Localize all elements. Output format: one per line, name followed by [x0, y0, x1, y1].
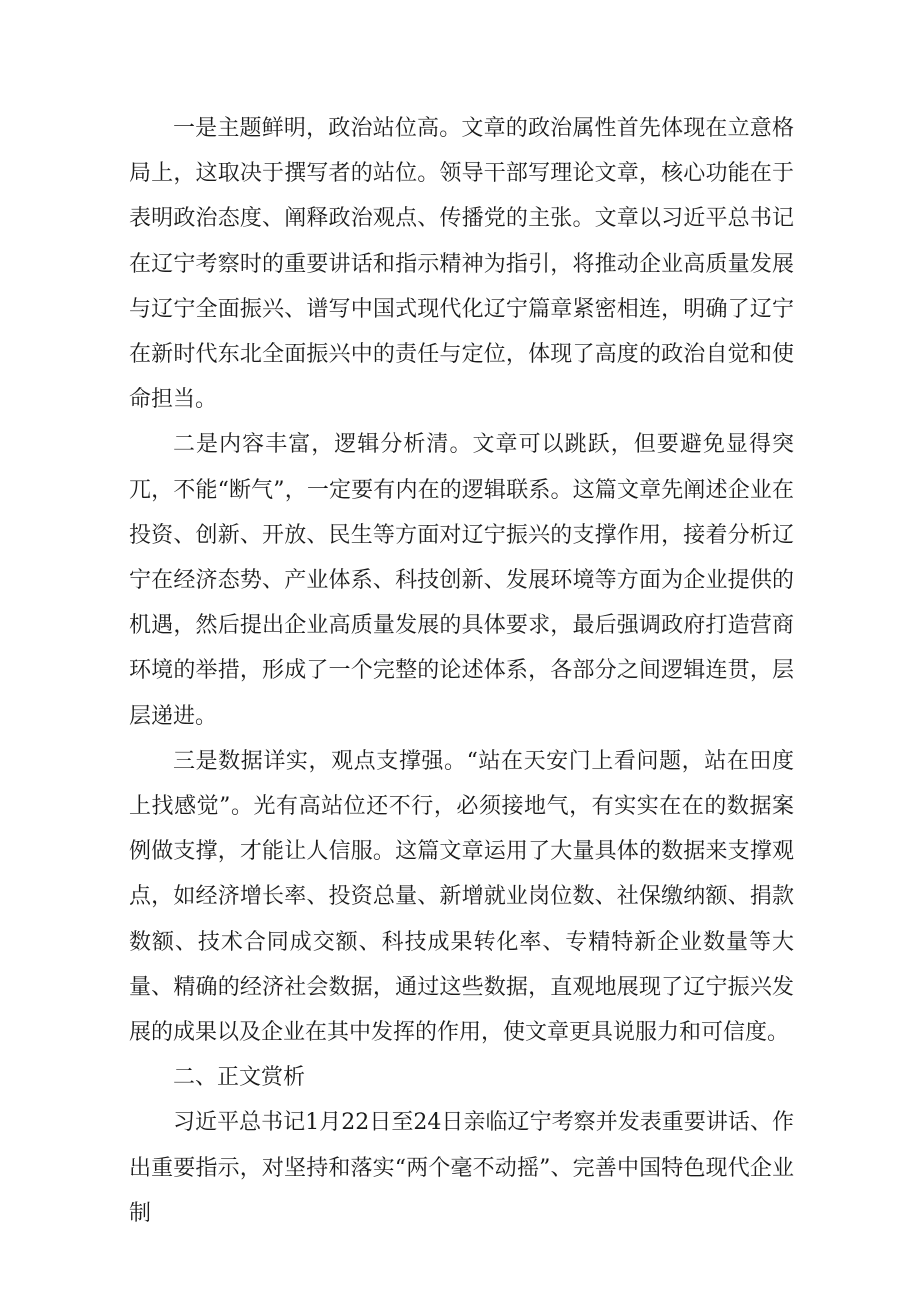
- paragraph-content-logic: 二是内容丰富，逻辑分析清。文章可以跳跃，但要避免显得突兀，不能“断气”，一定要有内在的逻辑联系。这篇文章先阐述企业在投资、创新、开放、民生等方面对辽宁振兴的支撑作用，接着分析辽宁在经济态势、产业体系、科技创新、发展环境等方面为企业提供的机遇，然后提出企业高质量发展的具体要求，最后强调政府打造营商环境的举措，形成了一个完整的论述体系，各部分之间逻辑连贯，层层递进。: [129, 432, 794, 729]
- paragraph-data-support: 三是数据详实，观点支撑强。“站在天安门上看问题，站在田度上找感觉”。光有高站位还不行，必须接地气，有实实在在的数据案例做支撑，才能让人信服。这篇文章运用了大量具体的数据来支撑观点，如经济增长率、投资总量、新增就业岗位数、社保缴纳额、捐款数额、技术合同成交额、科技成果转化率、专精特新企业数量等大量、精确的经济社会数据，通过这些数据，直观地展现了辽宁振兴发展的成果以及企业在其中发挥的作用，使文章更具说服力和可信度。: [129, 748, 794, 1046]
- paragraph-political-stance: 一是主题鲜明，政治站位高。文章的政治属性首先体现在立意格局上，这取决于撰写者的站位。领导干部写理论文章，核心功能在于表明政治态度、阐释政治观点、传播党的主张。文章以习近平总书记在辽宁考察时的重要讲话和指示精神为指引，将推动企业高质量发展与辽宁全面振兴、谱写中国式现代化辽宁篇章紧密相连，明确了辽宁在新时代东北全面振兴中的责任与定位，体现了高度的政治自觉和使命担当。: [129, 116, 794, 413]
- document-body: [129, 106, 794, 1236]
- paragraph-main-text: 习近平总书记1月22日至24日亲临辽宁考察并发表重要讲话、作出重要指示，对坚持和落实“两个毫不动摇”、完善中国特色现代企业制: [129, 1110, 794, 1226]
- section-heading: 二、正文赏析: [173, 1065, 306, 1091]
